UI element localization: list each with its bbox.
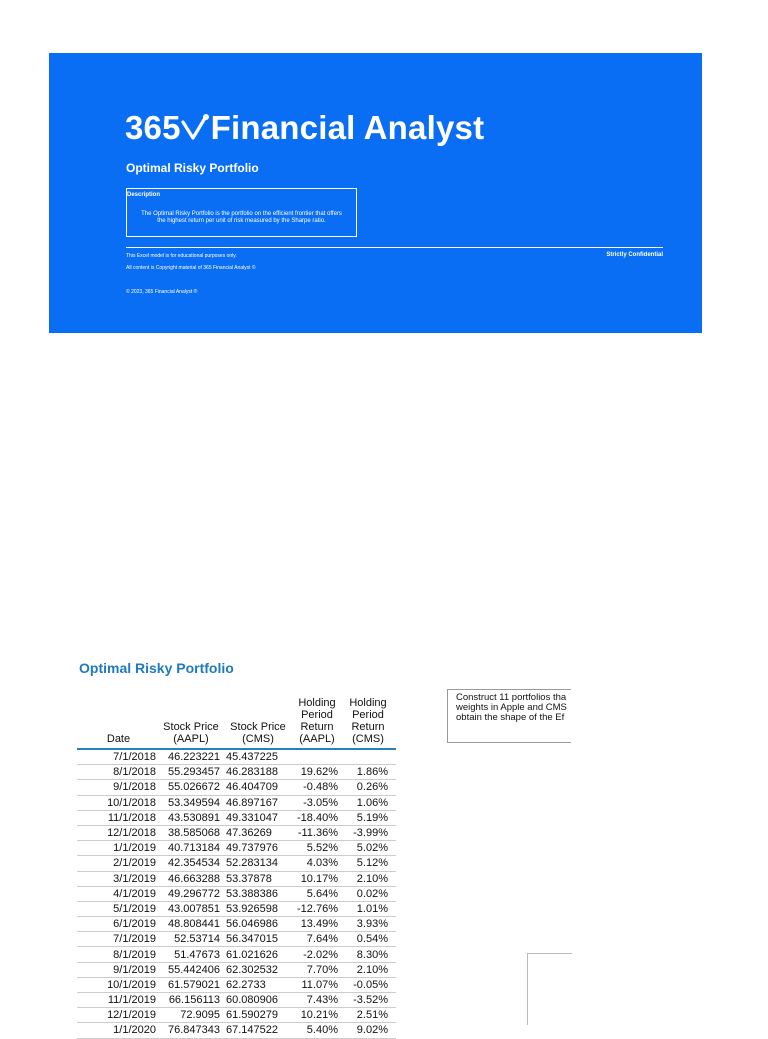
cell-date: 8/1/2019 (77, 947, 160, 962)
cell-price-aapl: 38.585068 (160, 825, 222, 840)
cell-date: 9/1/2019 (77, 962, 160, 977)
cell-hpr-cms: 2.10% (340, 962, 396, 977)
cell-date: 10/1/2019 (77, 977, 160, 992)
cover-title: Optimal Risky Portfolio (126, 161, 259, 175)
cell-price-cms: 61.590279 (222, 1008, 294, 1023)
cell-hpr-cms: 8.30% (340, 947, 396, 962)
description-box (126, 188, 357, 237)
cell-price-aapl: 52.53714 (160, 932, 222, 947)
confidential-label: Strictly Confidential (606, 252, 663, 258)
cell-price-aapl: 53.349594 (160, 795, 222, 810)
cell-price-cms: 53.388386 (222, 886, 294, 901)
cell-date: 4/1/2019 (77, 886, 160, 901)
cell-hpr-aapl: 5.52% (294, 841, 340, 856)
table-row (77, 993, 396, 1008)
sheet-title: Optimal Risky Portfolio (79, 660, 234, 676)
cell-hpr-cms: 5.19% (340, 810, 396, 825)
table-row (77, 856, 396, 871)
cell-date: 1/1/2019 (77, 841, 160, 856)
cell-date: 7/1/2019 (77, 932, 160, 947)
cell-price-aapl: 51.47673 (160, 947, 222, 962)
header-price-aapl: Stock Price (AAPL) (160, 697, 222, 749)
cell-hpr-aapl: 13.49% (294, 917, 340, 932)
cell-price-aapl: 48.808441 (160, 917, 222, 932)
cell-hpr-aapl: -18.40% (294, 810, 340, 825)
cell-price-aapl: 43.007851 (160, 901, 222, 916)
cell-date: 10/1/2018 (77, 795, 160, 810)
chart-frame (527, 953, 572, 1025)
table-row (77, 841, 396, 856)
table-row (77, 795, 396, 810)
header-price-cms: Stock Price (CMS) (222, 697, 294, 749)
cell-hpr-cms: -3.52% (340, 993, 396, 1008)
brand-logo: 365 Financial Analyst (125, 109, 485, 146)
cell-price-aapl: 40.713184 (160, 841, 222, 856)
cell-hpr-aapl (294, 749, 340, 765)
cell-hpr-cms: 3.93% (340, 917, 396, 932)
cell-date: 11/1/2018 (77, 810, 160, 825)
cell-date: 8/1/2018 (77, 765, 160, 780)
instruction-note: Construct 11 portfolios tha weights in Apple and CMS obtain the shape of the Ef (447, 689, 571, 743)
cell-price-aapl: 55.026672 (160, 780, 222, 795)
cell-hpr-aapl: 19.62% (294, 765, 340, 780)
table-row (77, 947, 396, 962)
cell-price-aapl: 42.354534 (160, 856, 222, 871)
cell-price-cms: 46.283188 (222, 765, 294, 780)
cell-hpr-aapl: 4.03% (294, 856, 340, 871)
cell-hpr-cms: 0.26% (340, 780, 396, 795)
cell-hpr-cms: -3.99% (340, 825, 396, 840)
description-text: The Optimal Risky Portfolio is the portfolio on the efficient frontier that offers the highest return per unit of risk measured by the Sharpe ratio. (141, 211, 342, 224)
cell-price-aapl: 61.579021 (160, 977, 222, 992)
table-row (77, 932, 396, 947)
cell-hpr-aapl: -12.76% (294, 901, 340, 916)
cell-price-aapl: 66.156113 (160, 993, 222, 1008)
table-row (77, 749, 396, 765)
cell-hpr-aapl: 5.64% (294, 886, 340, 901)
cell-date: 11/1/2019 (77, 993, 160, 1008)
cell-hpr-aapl: 7.43% (294, 993, 340, 1008)
edu-note: This Excel model is for educational purposes only. (126, 253, 237, 259)
cell-price-aapl: 76.847343 (160, 1023, 222, 1038)
table-row (77, 901, 396, 916)
cell-price-aapl: 72.9095 (160, 1008, 222, 1023)
cell-price-cms: 61.021626 (222, 947, 294, 962)
table-row (77, 765, 396, 780)
cell-date: 6/1/2019 (77, 917, 160, 932)
cell-date: 7/1/2018 (77, 749, 160, 765)
cell-hpr-cms: 0.54% (340, 932, 396, 947)
cell-price-cms: 60.080906 (222, 993, 294, 1008)
cell-hpr-cms: 1.06% (340, 795, 396, 810)
cell-hpr-cms: 2.51% (340, 1008, 396, 1023)
logo-check-icon (181, 112, 211, 142)
cell-price-cms: 53.37878 (222, 871, 294, 886)
table-row (77, 977, 396, 992)
table-row (77, 871, 396, 886)
header-hpr-cms: Holding Period Return (CMS) (340, 697, 396, 749)
cell-hpr-aapl: 10.17% (294, 871, 340, 886)
cell-hpr-cms: 5.12% (340, 856, 396, 871)
cell-price-aapl: 46.223221 (160, 749, 222, 765)
cell-price-cms: 56.347015 (222, 932, 294, 947)
cell-price-cms: 45.437225 (222, 749, 294, 765)
cell-hpr-cms: 5.02% (340, 841, 396, 856)
cell-date: 1/1/2020 (77, 1023, 160, 1038)
cell-hpr-aapl: 11.07% (294, 977, 340, 992)
cover-divider (126, 247, 663, 248)
returns-table (77, 697, 396, 1039)
cell-hpr-cms (340, 749, 396, 765)
cell-price-cms: 46.404709 (222, 780, 294, 795)
cell-date: 5/1/2019 (77, 901, 160, 916)
cell-hpr-aapl: -0.48% (294, 780, 340, 795)
header-date: Date (77, 697, 160, 749)
table-row (77, 886, 396, 901)
header-hpr-aapl: Holding Period Return (AAPL) (294, 697, 340, 749)
cell-price-cms: 46.897167 (222, 795, 294, 810)
cell-price-aapl: 46.663288 (160, 871, 222, 886)
cell-price-cms: 62.302532 (222, 962, 294, 977)
year-note: © 2023, 365 Financial Analyst ® (126, 289, 198, 295)
cell-hpr-cms: 1.01% (340, 901, 396, 916)
cell-price-cms: 53.926598 (222, 901, 294, 916)
cell-hpr-aapl: 5.40% (294, 1023, 340, 1038)
cover-banner (49, 53, 702, 333)
cell-price-aapl: 43.530891 (160, 810, 222, 825)
cell-date: 12/1/2019 (77, 1008, 160, 1023)
table-row (77, 1008, 396, 1023)
cell-price-cms: 67.147522 (222, 1023, 294, 1038)
cell-hpr-aapl: -2.02% (294, 947, 340, 962)
table-row (77, 825, 396, 840)
cell-hpr-aapl: -11.36% (294, 825, 340, 840)
cell-price-cms: 62.2733 (222, 977, 294, 992)
cell-hpr-aapl: 7.70% (294, 962, 340, 977)
cell-price-aapl: 55.293457 (160, 765, 222, 780)
cell-price-cms: 56.046986 (222, 917, 294, 932)
table-row (77, 962, 396, 977)
cell-price-aapl: 55.442406 (160, 962, 222, 977)
table-row (77, 1023, 396, 1038)
cell-price-cms: 52.283134 (222, 856, 294, 871)
cell-hpr-aapl: 7.64% (294, 932, 340, 947)
cell-hpr-aapl: -3.05% (294, 795, 340, 810)
table-header-row (77, 697, 396, 749)
cell-hpr-cms: 0.02% (340, 886, 396, 901)
cell-date: 3/1/2019 (77, 871, 160, 886)
cell-hpr-aapl: 10.21% (294, 1008, 340, 1023)
cell-price-aapl: 49.296772 (160, 886, 222, 901)
cell-price-cms: 49.331047 (222, 810, 294, 825)
copyright-note: All content is Copyright material of 365 Financial Analyst © (126, 265, 256, 271)
cell-hpr-cms: 1.86% (340, 765, 396, 780)
cell-date: 9/1/2018 (77, 780, 160, 795)
cell-hpr-cms: -0.05% (340, 977, 396, 992)
description-label: Description (127, 192, 161, 198)
table-row (77, 780, 396, 795)
cell-price-cms: 49.737976 (222, 841, 294, 856)
table-row (77, 917, 396, 932)
cell-date: 2/1/2019 (77, 856, 160, 871)
cell-hpr-cms: 9.02% (340, 1023, 396, 1038)
table-row (77, 810, 396, 825)
cell-price-cms: 47.36269 (222, 825, 294, 840)
cell-hpr-cms: 2.10% (340, 871, 396, 886)
cell-date: 12/1/2018 (77, 825, 160, 840)
